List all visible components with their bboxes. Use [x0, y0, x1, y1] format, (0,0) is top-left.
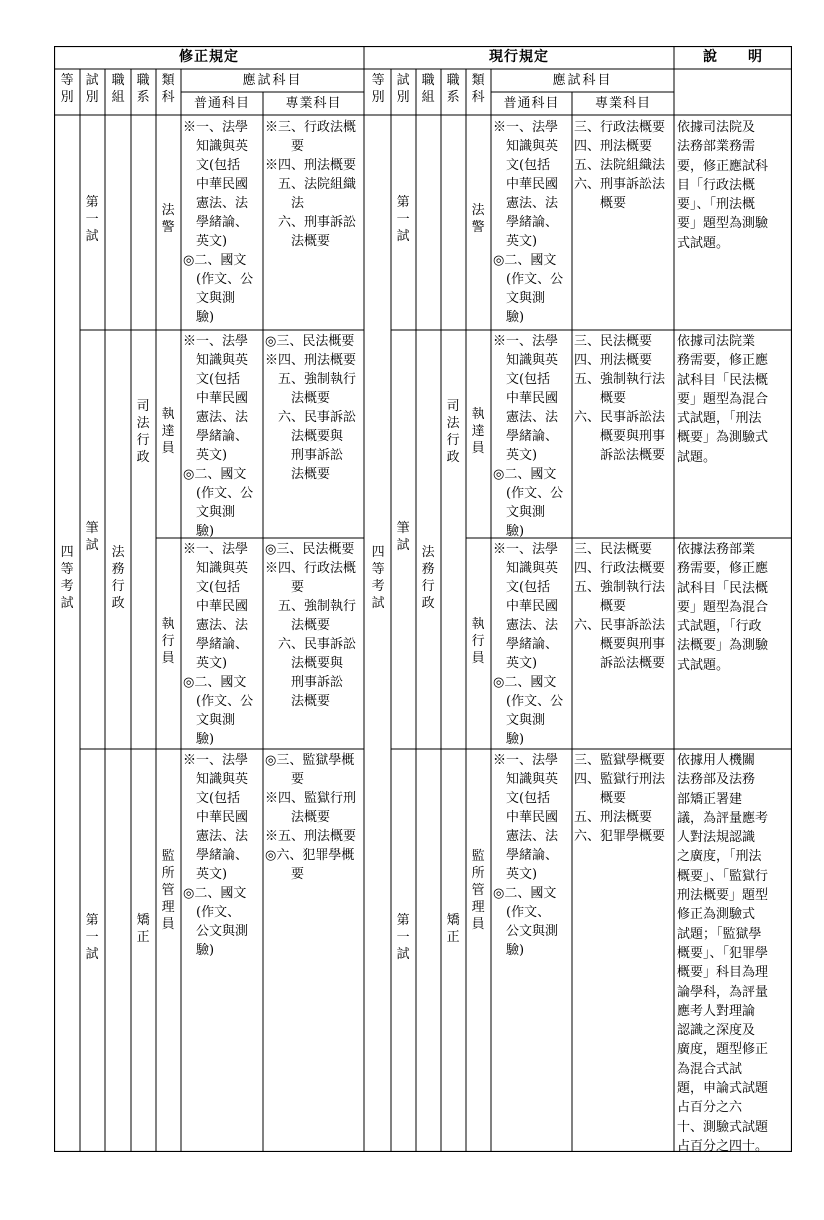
- category-cell: 法警: [471, 203, 485, 235]
- first-exam-cell: 第一試: [85, 913, 99, 962]
- col-professional: 專業科目: [594, 96, 651, 111]
- revised-general-subjects: ※一、法學 知識與英 文(包括 中華民國 憲法、法 學緒論、 英文) ◎二、國文 (作文、公 文與測 驗): [183, 542, 254, 747]
- revised-professional-subjects: ◎三、民法概要 ※四、行政法概 要 五、強制執行 法概要 六、民事訴訟 法概要與 刑事訴訟 法概要: [265, 542, 357, 709]
- series-correction-cell: 矯正: [446, 913, 460, 945]
- current-professional-subjects: 三、民法概要 四、行政法概要 五、強制執行法 概要 六、民事訴訟法 概要與刑事 訴訟法概要: [574, 542, 666, 671]
- current-general-subjects: ※一、法學 知識與英 文(包括 中華民國 憲法、法 學緒論、 英文) ◎二、國文 (作文、公 文與測 驗): [493, 334, 564, 539]
- category-cell: 監所管理員: [161, 849, 175, 932]
- regulation-comparison-table: [54, 46, 792, 1152]
- written-exam-cell: 筆試: [396, 521, 410, 553]
- revised-general-subjects: ※一、法學 知識與英 文(包括 中華民國 憲法、法 學緒論、 英文) ◎二、國文 (作文、公 文與測 驗): [183, 120, 254, 325]
- first-exam-cell: 第一試: [85, 195, 99, 244]
- category-cell: 監所管理員: [471, 849, 485, 932]
- col-category: 類科: [161, 73, 175, 105]
- col-subjects: 應試科目: [242, 73, 303, 88]
- col-general: 普通科目: [193, 96, 250, 111]
- group-cell: 法務行政: [421, 545, 435, 611]
- explanation-text: 依據司法院及 法務部業務需 要，修正應試科 目「行政法概 要」、「刑法概 要」題型為測驗 式試題。: [677, 120, 769, 251]
- category-cell: 執達員: [471, 407, 485, 456]
- category-cell: 執達員: [161, 407, 175, 456]
- col-exam: 試別: [85, 73, 99, 105]
- col-subjects: 應試科目: [552, 73, 613, 88]
- explanation-text: 依據用人機關 法務部及法務 部矯正署建 議，為評量應考 人對法規認識 之廣度，「刑法 概要」、「監獄行 刑法概要」題型 修正為測驗式 試題；「監獄學 概要」、「犯罪學 概要」科目為理 論學科，為評量 應考人對理論 認識之深度及 廣度，題型修正 為混合式試 題，申論式試題 占百分之六 十、測驗式試題 占百分之四十。: [677, 753, 769, 1154]
- revised-header: 修正規定: [179, 49, 239, 65]
- col-exam: 試別: [396, 73, 410, 105]
- revised-professional-subjects: ◎三、監獄學概 要 ※四、監獄行刑 法概要 ※五、刑法概要 ◎六、犯罪學概 要: [265, 753, 357, 882]
- col-series: 職系: [446, 73, 460, 105]
- category-cell: 執行員: [471, 617, 485, 666]
- level-cell: 四等考試: [60, 545, 74, 611]
- group-cell: 法務行政: [111, 545, 125, 611]
- revised-professional-subjects: ※三、行政法概 要 ※四、刑法概要 五、法院組織 法 六、刑事訴訟 法概要: [265, 120, 357, 249]
- col-category: 類科: [471, 73, 485, 105]
- category-cell: 執行員: [161, 617, 175, 666]
- current-header: 現行規定: [489, 49, 549, 65]
- explanation-text: 依據司法院業 務需要，修正應 試科目「民法概 要」題型為混合 式試題，「刑法 概要」為測驗式 試題。: [677, 334, 769, 465]
- col-group: 職組: [111, 73, 125, 105]
- series-judicial-cell: 司法行政: [446, 399, 460, 465]
- level-cell: 四等考試: [371, 545, 385, 611]
- col-group: 職組: [421, 73, 435, 105]
- current-general-subjects: ※一、法學 知識與英 文(包括 中華民國 憲法、法 學緒論、 英文) ◎二、國文 (作文、公 文與測 驗): [493, 542, 564, 747]
- explanation-header: 說 明: [703, 49, 763, 65]
- current-professional-subjects: 三、監獄學概要 四、監獄行刑法 概要 五、刑法概要 六、犯罪學概要: [574, 753, 666, 844]
- series-judicial-cell: 司法行政: [136, 399, 150, 465]
- first-exam-cell: 第一試: [396, 913, 410, 962]
- col-series: 職系: [136, 73, 150, 105]
- revised-general-subjects: ※一、法學 知識與英 文(包括 中華民國 憲法、法 學緒論、 英文) ◎二、國文 (作文、公 文與測 驗): [183, 334, 254, 539]
- current-general-subjects: ※一、法學 知識與英 文(包括 中華民國 憲法、法 學緒論、 英文) ◎二、國文 (作文、公 文與測 驗): [493, 120, 564, 325]
- series-correction-cell: 矯正: [136, 913, 150, 945]
- revised-general-subjects: ※一、法學 知識與英 文(包括 中華民國 憲法、法 學緒論、 英文) ◎二、國文 (作文、 公文與測 驗): [183, 753, 249, 958]
- col-professional: 專業科目: [285, 96, 342, 111]
- category-cell: 法警: [161, 203, 175, 235]
- current-professional-subjects: 三、行政法概要 四、刑法概要 五、法院組織法 六、刑事訴訟法 概要: [574, 120, 666, 211]
- explanation-text: 依據法務部業 務需要，修正應 試科目「民法概 要」題型為混合 式試題，「行政 法概要」為測驗 式試題。: [677, 542, 769, 673]
- first-exam-cell: 第一試: [396, 195, 410, 244]
- written-exam-cell: 筆試: [85, 521, 99, 553]
- current-professional-subjects: 三、民法概要 四、刑法概要 五、強制執行法 概要 六、民事訴訟法 概要與刑事 訴訟法概要: [574, 334, 666, 463]
- col-level: 等別: [371, 73, 385, 105]
- current-general-subjects: ※一、法學 知識與英 文(包括 中華民國 憲法、法 學緒論、 英文) ◎二、國文 (作文、 公文與測 驗): [493, 753, 559, 958]
- revised-professional-subjects: ◎三、民法概要 ※四、刑法概要 五、強制執行 法概要 六、民事訴訟 法概要與 刑事訴訟 法概要: [265, 334, 357, 482]
- col-level: 等別: [60, 73, 74, 105]
- col-general: 普通科目: [503, 96, 560, 111]
